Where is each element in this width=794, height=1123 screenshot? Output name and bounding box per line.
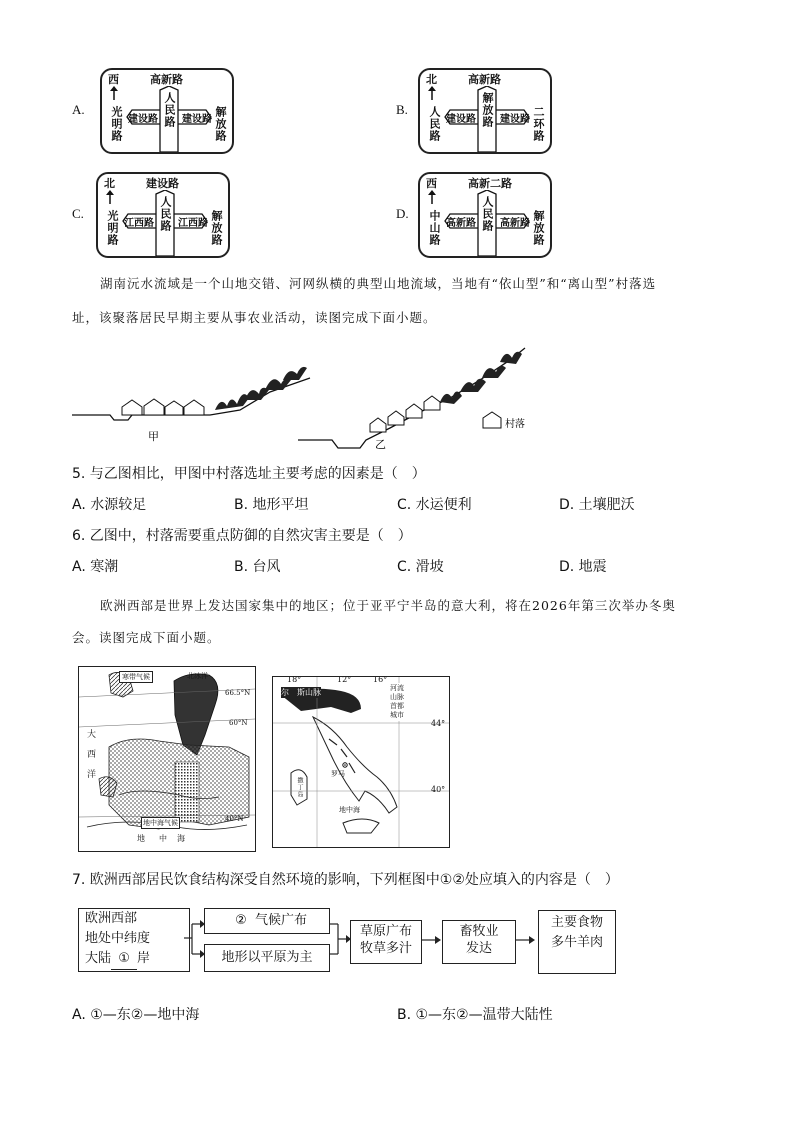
label-arctic: 北冰洋 bbox=[187, 672, 208, 680]
right-road-label: 二环路 bbox=[532, 106, 545, 142]
flow-arrow-2 bbox=[422, 934, 442, 946]
label-cold-climate: 寒带气候 bbox=[119, 671, 153, 683]
right-branch-label: 高新路 bbox=[500, 218, 530, 229]
center-road-label: 人民路 bbox=[163, 92, 176, 128]
q5-option-c[interactable]: C. 水运便利 bbox=[397, 497, 472, 513]
label-66n: 66.5°N bbox=[225, 689, 251, 697]
right-branch-label: 江西路 bbox=[178, 218, 208, 229]
flow-box-1 bbox=[78, 908, 190, 972]
flow-box-6 bbox=[538, 910, 616, 974]
left-road-label: 人民路 bbox=[428, 106, 441, 142]
legend-capital: 首都 bbox=[390, 702, 404, 710]
flow-merge-arrow bbox=[330, 916, 352, 964]
flow-box-5 bbox=[442, 920, 516, 964]
center-road-label: 人民路 bbox=[481, 196, 494, 232]
right-branch-label: 建设路 bbox=[500, 114, 530, 125]
option-letter[interactable]: B. bbox=[396, 102, 408, 117]
italy-map bbox=[272, 676, 450, 848]
flow-b5-line1: 畜牧业 bbox=[459, 924, 499, 939]
q7-stem: 7. 欧洲西部居民饮食结构深受自然环境的影响，下列框图中①②处应填入的内容是（ ） bbox=[72, 872, 619, 888]
flow-arrow-3 bbox=[516, 934, 536, 946]
option-letter[interactable]: D. bbox=[396, 206, 409, 221]
flow-branch-arrow bbox=[184, 916, 206, 964]
direction-label: 西 bbox=[426, 177, 437, 190]
flow-b6-line1: 主要食物 bbox=[550, 915, 603, 930]
flow-b1-line3: 大陆 bbox=[85, 951, 112, 966]
q5-option-d[interactable]: D. 土壤肥沃 bbox=[559, 497, 635, 513]
flow-b2-text: 气候广布 bbox=[254, 913, 307, 928]
label-rome: 罗马 bbox=[331, 770, 345, 778]
left-branch-label: 江西路 bbox=[124, 218, 154, 229]
left-road-label: 光明路 bbox=[106, 210, 119, 246]
q7-option-b[interactable]: B. ①—东②—温带大陆性 bbox=[397, 1007, 553, 1023]
label-16: 16° bbox=[373, 676, 388, 684]
label-xi: 西 bbox=[87, 750, 97, 760]
label-di: 地 bbox=[137, 834, 145, 843]
flow-box-4 bbox=[350, 920, 422, 964]
north-arrow-icon bbox=[428, 190, 436, 204]
label-yi: 乙 bbox=[375, 438, 386, 450]
q5-stem: 5. 与乙图相比，甲图中村落选址主要考虑的因素是（ ） bbox=[72, 466, 426, 482]
right-road-label: 解放路 bbox=[532, 210, 545, 246]
label-44: 44° bbox=[431, 719, 446, 728]
center-road-label: 人民路 bbox=[159, 196, 172, 232]
label-60n: 60°N bbox=[229, 719, 248, 727]
left-branch-label: 建设路 bbox=[446, 114, 476, 125]
diagram-frame bbox=[418, 68, 552, 154]
label-da: 大 bbox=[87, 730, 97, 740]
q6-option-d[interactable]: D. 地震 bbox=[559, 559, 607, 575]
europe-map bbox=[78, 666, 256, 852]
label-alps: 尔 斯山脉 bbox=[281, 688, 321, 697]
passage1-line2: 址，该聚落居民早期主要从事农业活动，读图完成下面小题。 bbox=[72, 310, 437, 325]
label-sardinia: 撒丁岛 bbox=[296, 777, 303, 798]
blank-1[interactable]: ① bbox=[111, 949, 137, 970]
flow-box-3: 地形以平原为主 bbox=[204, 944, 330, 972]
label-med-sea: 地中海 bbox=[339, 806, 360, 814]
top-road-label: 高新路 bbox=[468, 73, 501, 86]
legend-city: 城市 bbox=[390, 711, 404, 719]
q7-option-a[interactable]: A. ①—东②—地中海 bbox=[72, 1007, 200, 1023]
label-zhong: 中 bbox=[159, 834, 167, 843]
right-branch-label: 建设路 bbox=[182, 114, 212, 125]
flow-b4-line1: 草原广布 bbox=[359, 924, 412, 939]
option-letter[interactable]: C. bbox=[72, 206, 84, 221]
q5-option-a[interactable]: A. 水源较足 bbox=[72, 497, 147, 513]
direction-label: 北 bbox=[104, 177, 115, 190]
q5-option-b[interactable]: B. 地形平坦 bbox=[234, 497, 309, 513]
passage1-line1: 湖南沅水流域是一个山地交错、河网纵横的典型山地流域，当地有“依山型”和“离山型”村落选 bbox=[100, 276, 657, 291]
label-yang: 洋 bbox=[87, 770, 97, 780]
label-40: 40° bbox=[431, 785, 446, 794]
top-road-label: 建设路 bbox=[146, 177, 179, 190]
flow-b1-line1: 欧洲西部 bbox=[85, 911, 138, 926]
q6-option-a[interactable]: A. 寒潮 bbox=[72, 559, 119, 575]
north-arrow-icon bbox=[428, 86, 436, 100]
top-road-label: 高新二路 bbox=[468, 177, 512, 190]
flow-b1-line2: 地处中纬度 bbox=[85, 931, 151, 946]
center-road-label: 解放路 bbox=[481, 92, 494, 128]
diagram-frame bbox=[100, 68, 234, 154]
flow-b1-line4: 岸 bbox=[137, 951, 151, 966]
flow-b4-line2: 牧草多汁 bbox=[359, 941, 412, 956]
legend-river: 河流 bbox=[390, 684, 404, 692]
north-arrow-icon bbox=[110, 86, 118, 100]
right-road-label: 解放路 bbox=[210, 210, 223, 246]
passage2-line2: 会。读图完成下面小题。 bbox=[72, 630, 221, 645]
diagram-frame bbox=[418, 172, 552, 258]
left-road-label: 中山路 bbox=[428, 210, 441, 246]
q6-option-c[interactable]: C. 滑坡 bbox=[397, 559, 444, 575]
q6-stem: 6. 乙图中，村落需要重点防御的自然灾害主要是（ ） bbox=[72, 528, 412, 544]
diagram-frame bbox=[96, 172, 230, 258]
option-letter[interactable]: A. bbox=[72, 102, 85, 117]
legend-village: 村落 bbox=[505, 419, 525, 430]
label-18: 18° bbox=[287, 676, 302, 684]
right-road-label: 解放路 bbox=[214, 106, 227, 142]
blank-2[interactable]: ② bbox=[227, 909, 255, 934]
settlement-figure bbox=[70, 340, 530, 450]
left-branch-label: 建设路 bbox=[128, 114, 158, 125]
direction-label: 北 bbox=[426, 73, 437, 86]
flow-b6-line2: 多牛羊肉 bbox=[550, 935, 603, 950]
left-branch-label: 高新路 bbox=[446, 218, 476, 229]
label-40n: 40°N bbox=[225, 815, 244, 823]
flow-box-2 bbox=[204, 908, 330, 934]
top-road-label: 高新路 bbox=[150, 73, 183, 86]
north-arrow-icon bbox=[106, 190, 114, 204]
passage2-line1: 欧洲西部是世界上发达国家集中的地区；位于亚平宁半岛的意大利，将在2026年第三次举办冬奥 bbox=[100, 598, 676, 613]
left-road-label: 光明路 bbox=[110, 106, 123, 142]
legend-mountain: 山脉 bbox=[390, 693, 404, 701]
label-hai: 海 bbox=[177, 834, 185, 843]
label-med-climate: 地中海气候 bbox=[143, 819, 178, 827]
direction-label: 西 bbox=[108, 73, 119, 86]
label-12: 12° bbox=[337, 676, 352, 684]
q6-option-b[interactable]: B. 台风 bbox=[234, 559, 281, 575]
flow-b5-line2: 发达 bbox=[465, 941, 492, 956]
label-jia: 甲 bbox=[148, 430, 159, 443]
